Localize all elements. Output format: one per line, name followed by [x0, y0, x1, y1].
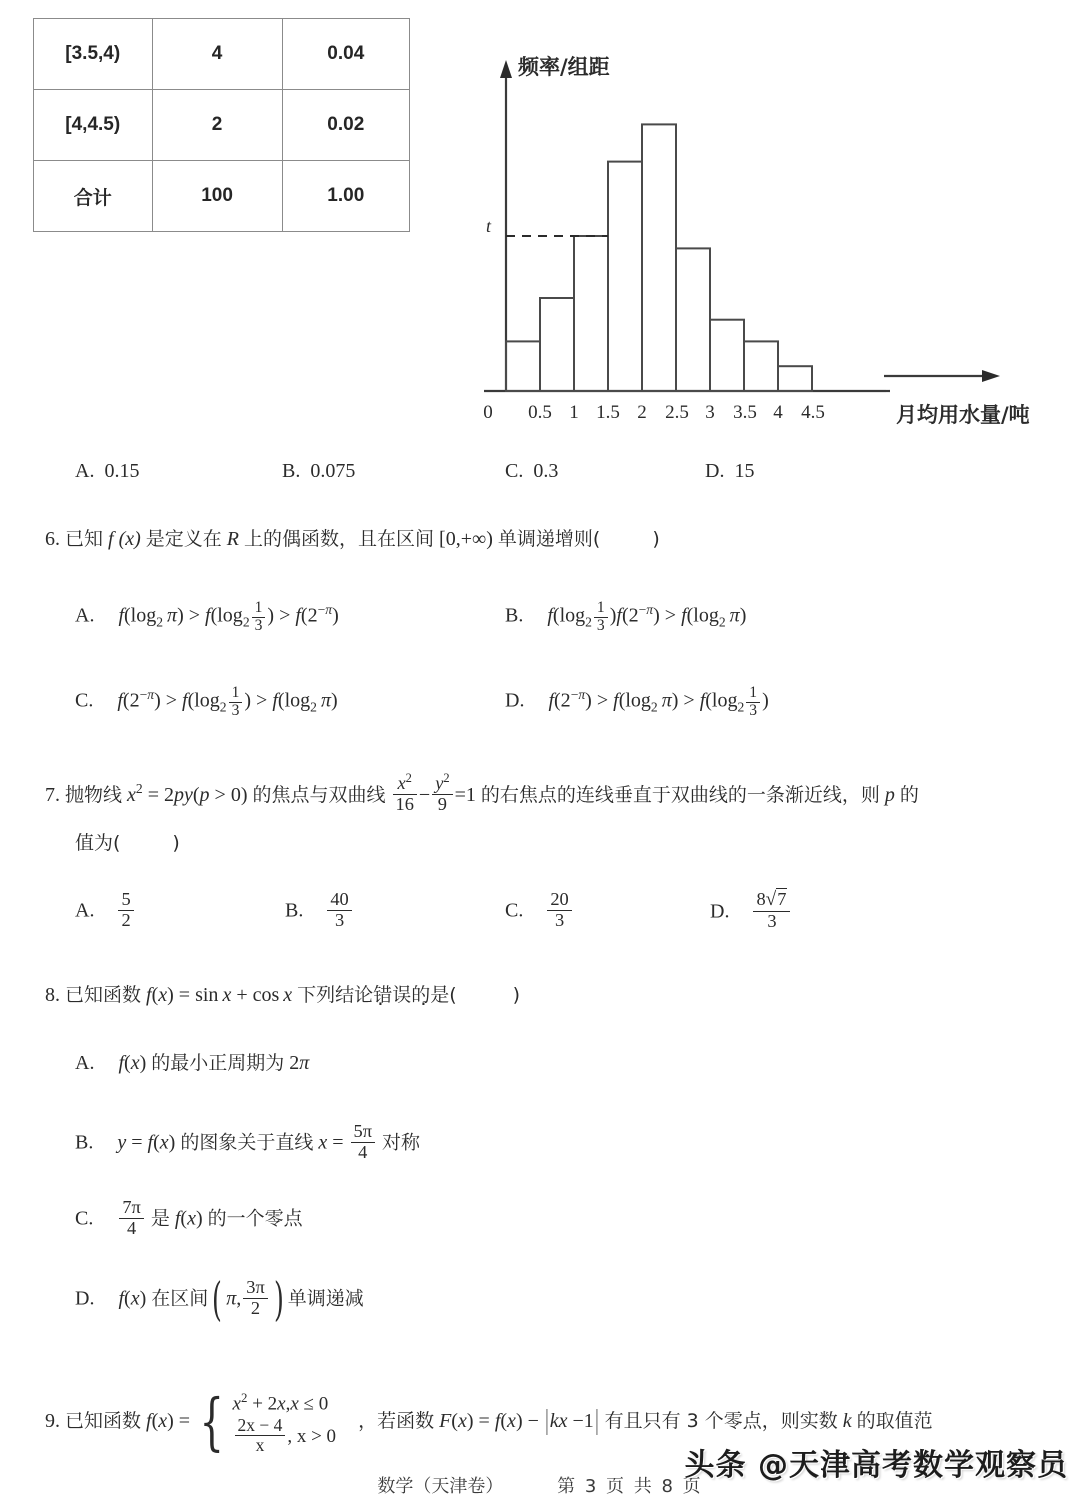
piecewise-body	[233, 1390, 337, 1455]
table-row	[34, 19, 410, 90]
table-row	[34, 161, 410, 232]
q8-option-a[interactable]: A. f(x) 的最小正周期为 2π	[75, 1052, 310, 1074]
x-tick-label: 0.5	[528, 402, 552, 423]
histogram-bar	[642, 124, 676, 391]
x-tick-label: 1.5	[596, 402, 620, 423]
piecewise-case-2	[233, 1416, 337, 1455]
q7-stem-text-1: 抛物线	[65, 783, 123, 806]
q7-option-d[interactable]: D. $\frac{8√7}{3}$	[710, 890, 792, 932]
q5-option-c[interactable]: C. 0.3	[505, 460, 559, 482]
q6-option-b[interactable]: B. $f(\log_2$ $\frac{1}{3}$ )$f(2^{-\pi}) > f(\log_2$ π)	[505, 599, 747, 635]
x-axis-title: 月均用水量/吨	[896, 403, 1030, 427]
q8-stem-text-4: )	[512, 984, 521, 1006]
x-tick-label: 3.5	[733, 402, 757, 423]
q7-stem-line2	[75, 828, 180, 858]
q8-option-c-num: 7π	[119, 1198, 143, 1219]
q8-option-d[interactable]: D. f(x) 在区间( π, $\frac{3\pi}{2}$ ) 单调递减	[75, 1272, 364, 1327]
q7-option-a-den: 2	[121, 909, 131, 930]
q8-option-c[interactable]: C. $\frac{7\pi}{4}$ 是 f(x) 的一个零点	[75, 1197, 303, 1238]
q6-stem-text-4: 单调递增则(	[497, 528, 601, 550]
q6-option-d-label: D.	[505, 689, 525, 712]
q5-options	[0, 460, 1080, 492]
q7-stem-line2-close: )	[172, 832, 180, 854]
q6-stem-text-3: 上的偶函数，且在区间	[244, 528, 435, 550]
q8-stem-emphasis: 错误 · ·	[373, 984, 411, 1006]
histogram-bar	[574, 236, 608, 391]
histogram-svg	[466, 46, 1066, 446]
q8-stem-text-3: 的是(	[411, 984, 457, 1006]
q8-option-d-num: 3π	[243, 1278, 267, 1299]
q9-stem-text-3: 有且只有 3 个零点，则实数	[604, 1410, 838, 1433]
q7-stem-text-2: 的焦点与双曲线	[252, 783, 386, 806]
q8-option-a-label: A.	[75, 1052, 95, 1074]
q8-stem-text-2: 下列结论	[297, 984, 374, 1006]
q7-stem-text-4: 的	[899, 783, 919, 806]
table-cell-interval: [4,4.5)	[34, 90, 153, 161]
q8-option-b-num: 5π	[351, 1122, 375, 1143]
table-row	[34, 90, 410, 161]
x-tick-label: 3	[705, 402, 715, 423]
table-cell-total-label: 合计	[34, 161, 153, 232]
q6-stem-interval: [0,+∞)	[439, 528, 493, 550]
left-paren-glyph: (	[212, 1272, 223, 1327]
q6-option-c-label: C.	[75, 689, 94, 712]
piecewise-brace: {	[199, 1385, 225, 1459]
histogram-bars	[506, 124, 812, 391]
q7-stem-line2-text: 值为(	[75, 832, 121, 854]
q6-option-a-label: A.	[75, 604, 95, 627]
q9-piece2-den: x	[255, 1434, 265, 1455]
q7-option-b-num: 40	[327, 890, 351, 911]
x-tick-label: 4	[773, 402, 783, 423]
y-axis-title: 频率/组距	[518, 55, 610, 79]
histogram-bar	[676, 248, 710, 391]
q7-option-b-label: B.	[285, 899, 304, 922]
table-cell-interval: [3.5,4)	[34, 19, 153, 90]
q8-option-b-text-1: 的图象关于直线	[180, 1131, 314, 1154]
q7-stem-p: p	[884, 783, 895, 806]
table-cell-total-count: 100	[152, 161, 282, 232]
q8-option-d-text-2: 单调递减	[287, 1287, 364, 1310]
q7-option-a-num: 5	[118, 890, 133, 911]
q6-stem-text-2: 是定义在	[145, 528, 222, 550]
q8-option-b-den: 4	[358, 1141, 368, 1162]
q8-option-b-text-2: 对称	[381, 1131, 420, 1154]
q7-option-c-num: 20	[547, 890, 571, 911]
table-cell-frequency: 0.02	[282, 90, 409, 161]
piecewise-case-1: $x^2 + 2x,x \le 0$	[232, 1390, 329, 1415]
q7-option-c-label: C.	[505, 899, 524, 922]
q8-number: 8.	[45, 984, 60, 1006]
q9-piece2-num: 2x − 4	[235, 1416, 286, 1436]
frequency-histogram	[466, 46, 1066, 446]
right-paren-glyph: )	[273, 1272, 284, 1327]
table-cell-count: 2	[152, 90, 282, 161]
q6-option-d[interactable]: D. $f(2^{-\pi}) > f(\log_2$ $\pi) > f(\log_2$ $\frac{1}{3}$ )	[505, 684, 769, 720]
q8-stem-text-1: 已知函数	[65, 984, 142, 1006]
q8-option-c-text-2: 的一个零点	[207, 1207, 303, 1230]
q9-stem: 9. 已知函数 f(x) = { $x^2 + 2x,x \le 0$ $\frac{2x - 4}{x}$ , x > 0 ，若函数 F(x) = f(x) − |kx −1| 有且只有 3 个零点，则实数 k 的取值范	[45, 1385, 933, 1459]
q9-piece2-cond: , x > 0	[287, 1426, 337, 1448]
histogram-bar	[608, 162, 642, 391]
q7-number: 7.	[45, 783, 60, 806]
q8-option-b-label: B.	[75, 1131, 94, 1154]
watermark: 头条 @天津高考数学观察员	[684, 1448, 1068, 1483]
x-axis-arrow	[982, 370, 1000, 382]
q7-option-d-den: 3	[767, 910, 777, 931]
y-axis-arrow	[500, 60, 512, 78]
q9-stem-k: k	[842, 1410, 852, 1433]
x-tick-labels	[483, 402, 825, 423]
q6-stem-text-5: )	[652, 528, 660, 550]
histogram-bar	[540, 298, 574, 391]
q7-option-a-label: A.	[75, 899, 95, 922]
histogram-bar	[778, 366, 812, 391]
histogram-bar	[744, 341, 778, 391]
q6-option-a[interactable]: A. $f(\log_2$ $\pi) > f(\log_2$ $\frac{1}{3}$ ) > $f(2^{-\pi})$	[75, 599, 339, 635]
q5-option-a[interactable]: A. 0.15	[75, 460, 140, 482]
x-tick-label: 2.5	[665, 402, 689, 423]
q9-stem-text-4: 的取值范	[856, 1410, 933, 1433]
q6-option-b-label: B.	[505, 604, 524, 627]
q5-option-d[interactable]: D. 15	[705, 460, 755, 482]
q8-option-a-text: 的最小正周期为	[151, 1052, 285, 1074]
q6-stem-text-1: 已知	[65, 528, 104, 550]
q6-stem	[45, 524, 660, 554]
histogram-bar	[710, 320, 744, 391]
x-tick-label: 4.5	[801, 402, 825, 423]
footer-subject: 数学（天津卷）	[377, 1476, 504, 1497]
x-tick-label: 0	[483, 402, 493, 423]
q8-option-d-den: 2	[250, 1297, 261, 1318]
q9-number: 9.	[45, 1410, 60, 1433]
t-label: t	[486, 216, 492, 236]
q7-option-c[interactable]	[505, 890, 574, 931]
q8-stem: 8. 已知函数 f(x) = sin x + cos x 下列结论错误 · ·的是( )	[45, 980, 520, 1010]
q7-stem: 7. 抛物线 $x^2 = 2py(p > 0)$ 的焦点与双曲线 $\frac{x^2}{16}$ − $\frac{y^2}{9}$ =1 的右焦点的连线垂直于双曲线的一条渐近线，则 p 的	[45, 771, 919, 814]
q7-option-b-den: 3	[334, 909, 345, 930]
q8-option-d-label: D.	[75, 1287, 95, 1310]
q6-stem-fx: f (x)	[108, 528, 141, 550]
footer-page-number: 第 3 页 共 8 页	[557, 1476, 703, 1497]
q7-stem-text-3: 的右焦点的连线垂直于双曲线的一条渐近线，则	[480, 783, 880, 806]
q7-option-c-den: 3	[554, 909, 565, 930]
x-axis-extension	[884, 370, 1000, 382]
q8-option-b[interactable]: B. y = f(x) 的图象关于直线 x = $\frac{5\pi}{4}$ 对称	[75, 1121, 420, 1162]
q6-number: 6.	[45, 528, 60, 550]
x-tick-label: 1	[569, 402, 579, 423]
q9-stem-text-1: 已知函数	[65, 1410, 142, 1433]
q6-stem-R: R	[226, 528, 240, 550]
q9-stem-text-2: ，若函数	[358, 1410, 435, 1433]
q7-option-d-label: D.	[710, 900, 730, 923]
q7-option-a[interactable]	[75, 890, 136, 931]
table-cell-count: 4	[152, 19, 282, 90]
table-cell-frequency: 0.04	[282, 19, 409, 90]
q6-option-c[interactable]: C. $f(2^{-\pi}) > f(\log_2$ $\frac{1}{3}$ ) > $f(\log_2$ π)	[75, 684, 338, 720]
histogram-bar	[506, 341, 540, 391]
q8-option-c-text-1: 是	[150, 1207, 170, 1230]
q8-option-c-den: 4	[126, 1217, 137, 1238]
table-cell-total-frequency: 1.00	[282, 161, 409, 232]
q8-option-d-text-1: 在区间	[151, 1287, 209, 1310]
x-tick-label: 2	[637, 402, 647, 423]
q7-option-b[interactable]	[285, 890, 354, 931]
q5-option-b[interactable]: B. 0.075	[282, 460, 356, 482]
frequency-table	[33, 18, 410, 232]
q8-option-c-label: C.	[75, 1207, 94, 1230]
